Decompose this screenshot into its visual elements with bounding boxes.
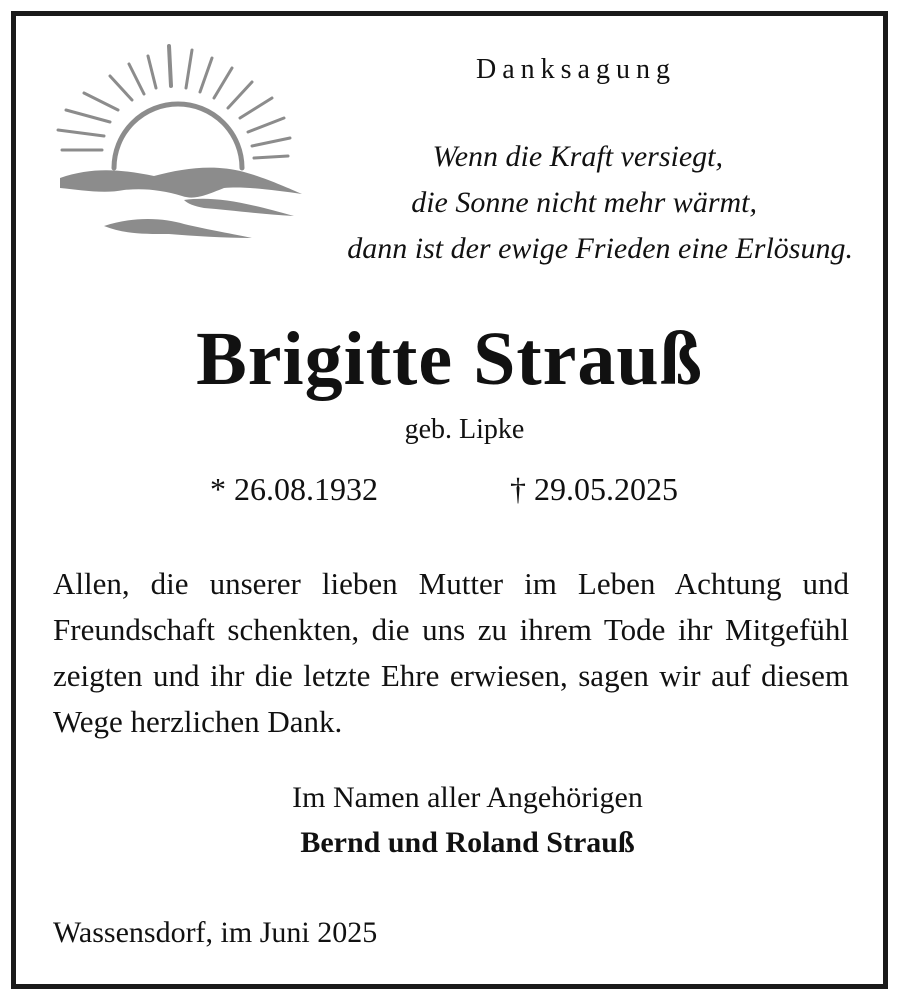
verse-line: dann ist der ewige Frieden eine Erlösung. [347,232,853,265]
thanks-paragraph: Allen, die unserer lieben Mutter im Leben Achtung und Freundschaft schenkten, die uns zu ihrem Tode ihr Mitgefühl zeigten und ihr die letzte Ehre erwiesen, sagen wir auf diesem Wege herzlichen Dank. [53,566,849,739]
obituary-notice [11,11,888,989]
notice-heading: Danksagung [476,54,676,85]
verse-line: Wenn die Kraft versiegt, [432,140,723,173]
verse-line: die Sonne nicht mehr wärmt, [411,186,757,219]
death-date: † 29.05.2025 [510,471,678,507]
deceased-name: Brigitte Strauß [196,317,703,401]
signatories: Bernd und Roland Strauß [300,826,635,859]
maiden-name: geb. Lipke [404,414,525,445]
birth-date: * 26.08.1932 [210,471,378,507]
closing-line: Im Namen aller Angehörigen [292,781,643,814]
place-and-date: Wassensdorf, im Juni 2025 [53,916,378,949]
